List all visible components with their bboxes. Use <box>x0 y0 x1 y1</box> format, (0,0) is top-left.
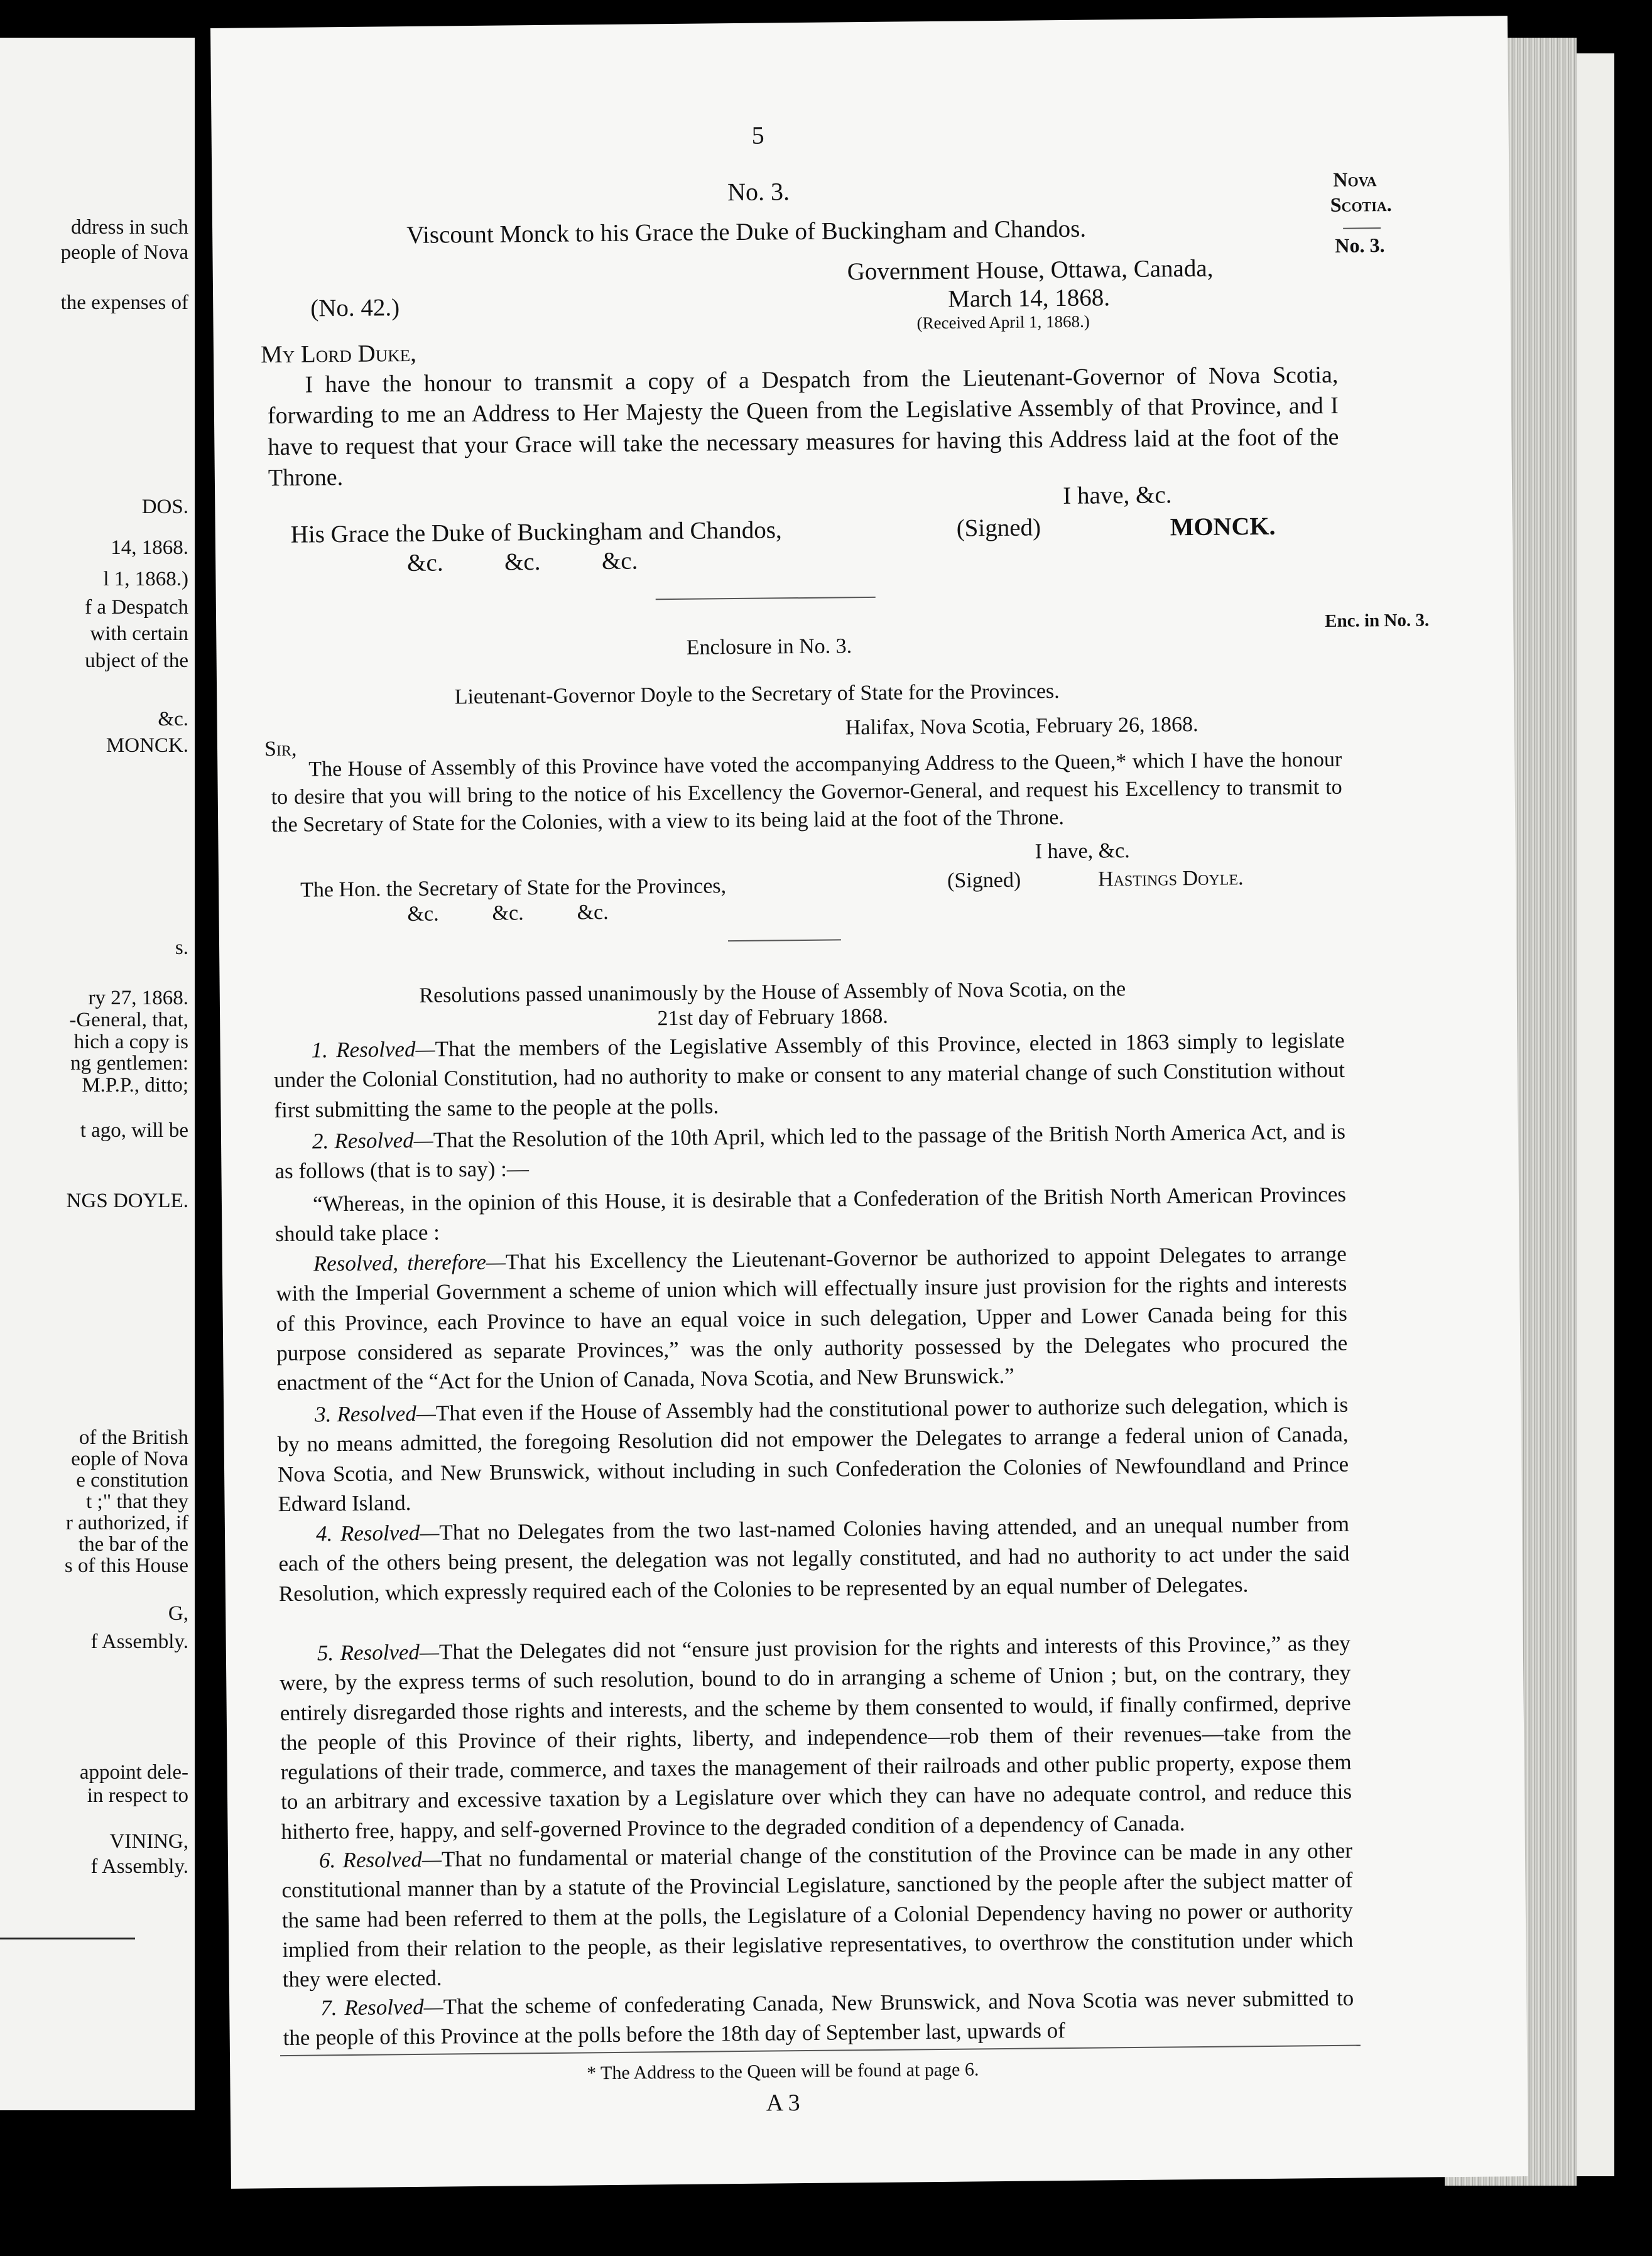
despatch-closing: I have, &c. <box>1063 481 1172 510</box>
facing-page-line: with certain <box>90 622 188 645</box>
resolution-5-text: That the Delegates did not “ensure just provision for the rights and interests of this Province,” as they were, by the express terms of such resolution, bound to do in arranging a scheme of Union ; but, on the contrary, they entirely disregarded those rights and interests, and the scheme by them consented to would, if finally confirmed, deprive the people of this Province of their rights, liberty, and independence—rob them of their revenues—take from the regulations of their trade, commerce, and taxes the management of their railroads and other public property, expose them to an arbitrary and excessive taxation by a Legislature over which they can have no adequate control, and reduce this hitherto free, happy, and self-governed Province to the degraded condition of a dependency of Canada. <box>280 1630 1352 1844</box>
resolution-1-label: 1. Resolved— <box>311 1036 435 1063</box>
facing-page-line: hich a copy is <box>73 1031 188 1053</box>
margin-enclosure-ref: Enc. in No. 3. <box>1324 610 1430 632</box>
resolution-3-text: That even if the House of Assembly had the constitutional power to authorize such delegation, which is by no means admitted, the foregoing Resolution did not empower the Delegates to arrange a federal union of Canada, Nova Scotia, and New Brunswick, without including in such Confederation the Colonies of Newfoundland and Prince Edward Island. <box>277 1392 1349 1516</box>
section-divider <box>656 597 876 600</box>
resolution-6-text: That no fundamental or material change of the constitution of the Province can be made in any other constitutional manner than by a statute of the Provincial Legislature, sanctioned by the people after the subject matter of the same had been referred to them at the polls, the Legislature of a Colonial Dependency having no power or authority implied from their relation to the people, as their legislative representatives, to overthrow the constitution under which they were elected. <box>281 1838 1354 1992</box>
resolution-3-label: 3. Resolved— <box>315 1401 437 1427</box>
facing-page-rule <box>0 1938 135 1939</box>
resolution-2-label-2: Resolved, therefore— <box>313 1249 506 1276</box>
despatch-received: (Received April 1, 1868.) <box>916 312 1090 333</box>
enclosure-closing: I have, &c. <box>1035 839 1130 864</box>
facing-page-line: l 1, 1868.) <box>103 568 188 590</box>
margin-scotia: Scotia. <box>1330 192 1392 216</box>
facing-page-line: r authorized, if <box>65 1512 188 1534</box>
resolution-4-label: 4. Resolved— <box>315 1520 440 1546</box>
despatch-date: March 14, 1868. <box>947 284 1111 313</box>
enclosure-body: The House of Assembly of this Province have voted the accompanying Address to the Queen,* which I have the honour to desire that you will bring to the notice of his Excellency the Governor-General, and request his Excellency to transmit to the Secretary of State for the Colonies, with a view to its being laid at the foot of the Throne. <box>271 747 1342 837</box>
facing-page-line: ubject of the <box>85 649 188 672</box>
resolution-2-quote: “Whereas, in the opinion of this House, it is desirable that a Confederation of the British North American Provinces should take place : <box>275 1181 1347 1247</box>
facing-page-line: ng gentlemen: <box>70 1052 188 1075</box>
facing-page-line: M.P.P., ditto; <box>82 1074 188 1097</box>
margin-rule <box>1343 227 1381 229</box>
facing-page-line: people of Nova <box>60 241 188 264</box>
despatch-addressee: His Grace the Duke of Buckingham and Chandos, <box>290 516 782 548</box>
resolution-1-text: That the members of the Legislative Assembly of this Province, elected in 1863 simply to legislate under the Colonial Constitution, had no authority to make or consent to any material change of such Constitution without first submitting the same to the people at the polls. <box>273 1028 1345 1122</box>
despatch-etc: &c. &c. &c. <box>406 547 638 577</box>
facing-page-line: &c. <box>158 708 188 730</box>
facing-page-line: VINING, <box>109 1830 188 1853</box>
page-number: 5 <box>751 121 764 149</box>
despatch-place: Government House, Ottawa, Canada, <box>847 254 1214 286</box>
enclosure-heading: Lieutenant-Governor Doyle to the Secretary of State for the Provinces. <box>454 680 1060 709</box>
resolution-6 <box>281 1836 1354 1995</box>
margin-no3: No. 3. <box>1335 234 1385 257</box>
despatch-heading: Viscount Monck to his Grace the Duke of Buckingham and Chandos. <box>406 215 1087 249</box>
despatch-signature: MONCK. <box>1170 511 1276 541</box>
resolution-4 <box>278 1509 1350 1608</box>
facing-page-line: 14, 1868. <box>111 536 188 559</box>
resolution-7 <box>283 1983 1354 2053</box>
facing-page-line: f a Despatch <box>85 596 188 619</box>
facing-page-line: ry 27, 1868. <box>88 987 188 1009</box>
facing-page-line: -General, that, <box>69 1009 188 1031</box>
resolution-2-continued-text: That his Excellency the Lieutenant-Governor be authorized to appoint Delegates to arrange with the Imperial Government a scheme of union which will effectually insure just provision for the rights and interests of this Province, each Province to have an equal voice in such delegation, Upper and Lower Canada being for this purpose considered as separate Provinces,” was the only authority possessed by the Delegates who procured the enactment of the “Act for the Union of Canada, Nova Scotia, and New Brunswick.” <box>276 1241 1348 1396</box>
facing-page-line: the expenses of <box>60 291 188 314</box>
facing-page-line: MONCK. <box>106 734 188 757</box>
resolution-4-text: That no Delegates from the two last-named Colonies having attended, and an unequal number from each of the others being present, the delegation was not legally constituted, and had no authority to act under the said Resolution, which expressly required each of the Colonies to be represented by an equal number of Delegates. <box>278 1511 1350 1606</box>
facing-page-line: e constitution <box>76 1469 188 1492</box>
resolutions-title-2: 21st day of February 1868. <box>657 1004 888 1031</box>
enclosure-place-date: Halifax, Nova Scotia, February 26, 1868. <box>845 712 1198 740</box>
facing-page-line: t ago, will be <box>80 1119 188 1142</box>
resolution-3 <box>277 1390 1349 1519</box>
facing-page-line: s of this House <box>64 1554 188 1577</box>
enclosure-signed: (Signed) <box>947 868 1021 892</box>
facing-page-line: f Assembly. <box>90 1855 188 1878</box>
resolution-2-continued <box>276 1239 1348 1398</box>
enclosure-signature: Hastings Doyle. <box>1097 866 1244 891</box>
resolution-6-label: 6. Resolved— <box>318 1847 442 1873</box>
enclosure-addressee: The Hon. the Secretary of State for the Provinces, <box>300 874 727 902</box>
enclosure-salutation: Sir, <box>264 737 297 761</box>
facing-page-line: in respect to <box>87 1784 188 1807</box>
resolution-2-text: That the Resolution of the 10th April, which led to the passage of the British North America Act, and is as follows (that is to say) :— <box>274 1119 1346 1184</box>
resolution-5 <box>280 1629 1352 1847</box>
despatch-signed: (Signed) <box>956 514 1041 542</box>
facing-page-line: DOS. <box>141 496 188 518</box>
document-page <box>210 16 1528 2189</box>
facing-page-line: t ;" that they <box>86 1490 188 1513</box>
facing-page-line: appoint dele- <box>79 1761 188 1784</box>
page-edge-board <box>1577 53 1614 2176</box>
despatch-ref: (No. 42.) <box>310 294 400 322</box>
facing-page-line: the bar of the <box>78 1533 188 1556</box>
facing-page-line: s. <box>175 936 188 959</box>
enclosure-etc: &c. &c. &c. <box>407 900 609 926</box>
despatch-number: No. 3. <box>727 177 790 207</box>
despatch-salutation: My Lord Duke, <box>260 339 417 369</box>
facing-page <box>0 38 195 2110</box>
footnote: * The Address to the Queen will be found at page 6. <box>586 2059 979 2084</box>
margin-nova: Nova <box>1333 168 1377 191</box>
resolutions-title-1: Resolutions passed unanimously by the House of Assembly of Nova Scotia, on the <box>419 977 1126 1007</box>
resolution-2 <box>274 1117 1346 1186</box>
resolution-7-label: 7. Resolved— <box>320 1994 443 2020</box>
facing-page-line: G, <box>168 1602 188 1625</box>
facing-page-line: ddress in such <box>71 216 188 239</box>
facing-page-line: NGS DOYLE. <box>66 1190 188 1212</box>
resolution-7-text: That the scheme of confederating Canada, New Brunswick, and Nova Scotia was never submitted to the people of this Province at the polls before the 18th day of September last, upwards of <box>283 1985 1354 2051</box>
section-divider-2 <box>728 939 841 941</box>
resolution-1 <box>273 1026 1345 1125</box>
facing-page-line: f Assembly. <box>90 1630 188 1653</box>
facing-page-line: eople of Nova <box>71 1448 188 1470</box>
facing-page-line: of the British <box>79 1426 188 1449</box>
despatch-body: I have the honour to transmit a copy of a Despatch from the Lieutenant-Governor of Nova Scotia, forwarding to me an Address to Her Majesty the Queen from the Legislative Assembly of that Province, and I have to request that your Grace will take the necessary measures for having this Address laid at the foot of the Throne. <box>267 361 1339 492</box>
signature-mark: A 3 <box>766 2090 800 2117</box>
resolution-5-label: 5. Resolved— <box>317 1639 440 1666</box>
enclosure-title: Enclosure in No. 3. <box>686 634 852 659</box>
resolution-2-label: 2. Resolved— <box>312 1127 434 1154</box>
